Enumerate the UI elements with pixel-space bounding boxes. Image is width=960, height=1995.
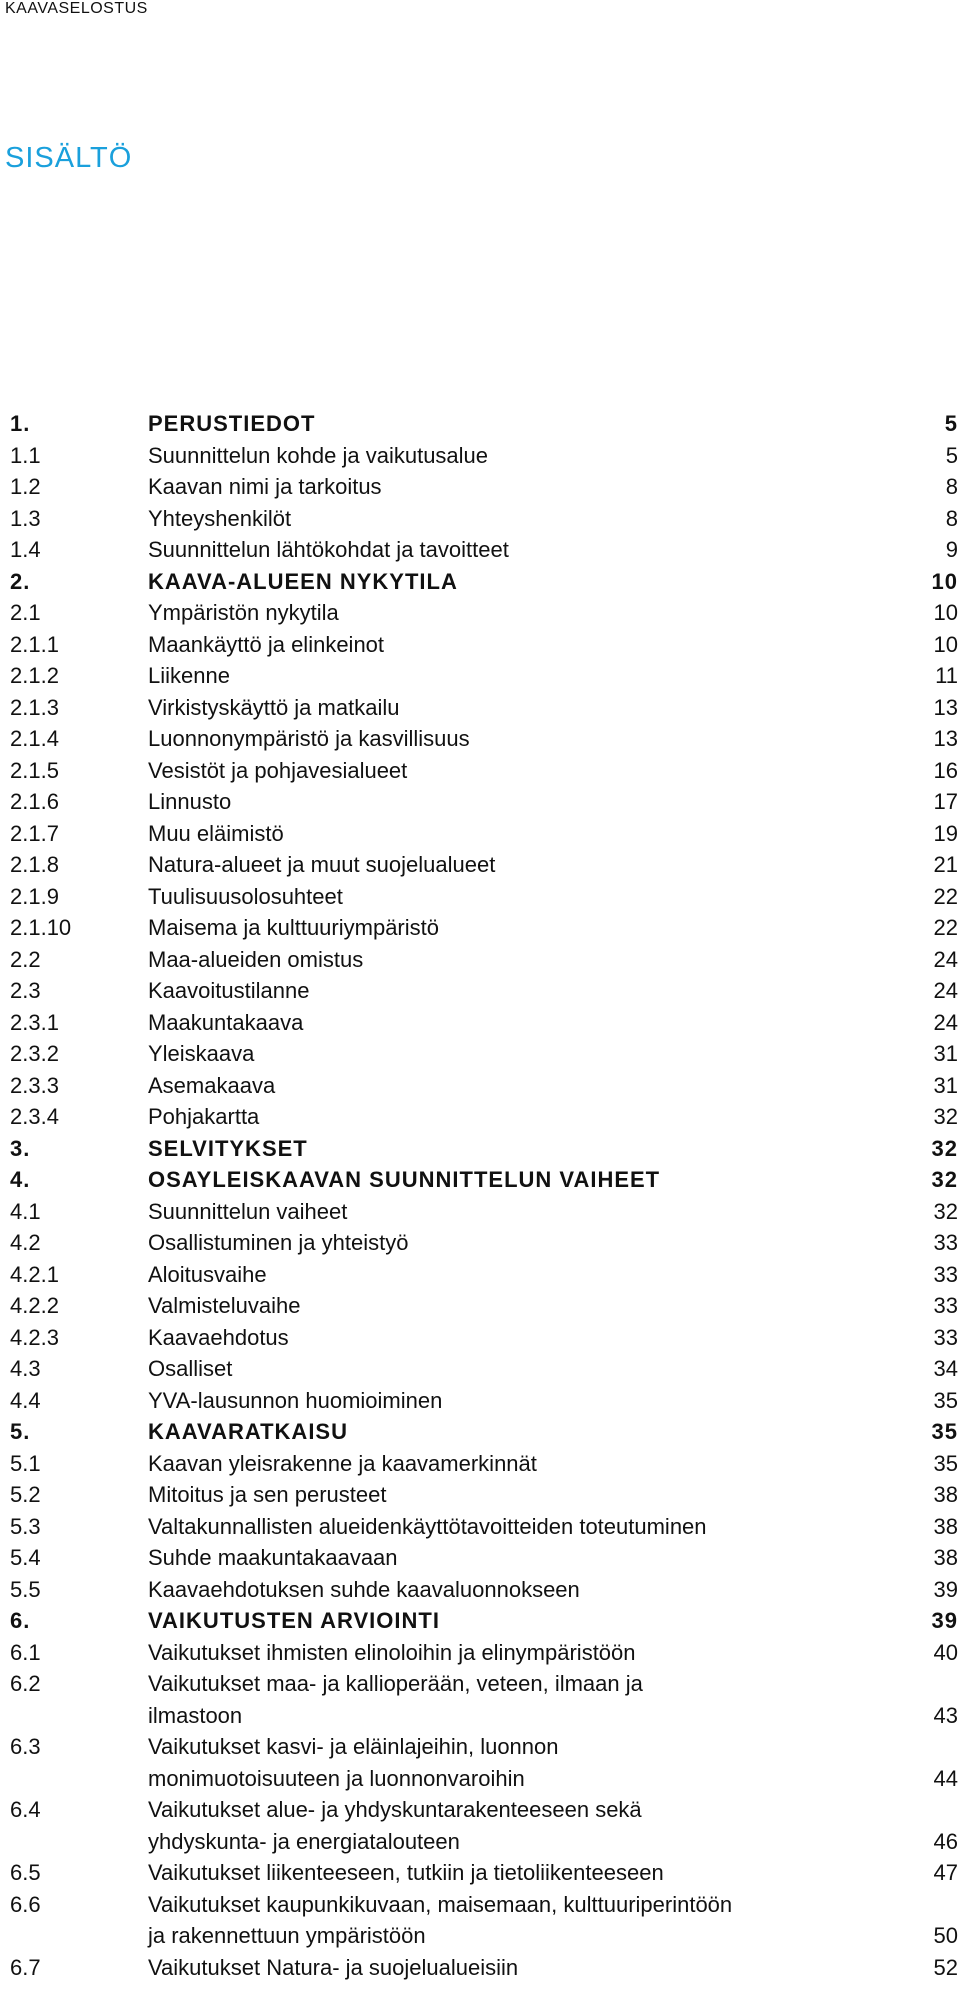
toc-entry (0, 1164, 960, 1196)
toc-entry-title-line: Vaikutukset Natura- ja suojelualueisiin (148, 1954, 519, 1980)
toc-entry-number: 5. (10, 1419, 31, 1444)
toc-entry-title (148, 818, 900, 850)
toc-entry (0, 1574, 960, 1606)
toc-entry (0, 597, 960, 629)
toc-entry-page-number: 32 (931, 1167, 958, 1192)
toc-entry-page-number: 46 (933, 1828, 958, 1854)
toc-entry-number: 5.5 (10, 1576, 41, 1602)
toc-entry-title-line: Vaikutukset liikenteeseen, tutkiin ja tietoliikenteeseen (148, 1860, 664, 1885)
toc-entry-title (148, 1290, 900, 1322)
toc-entry (0, 1479, 960, 1511)
toc-entry-page-number: 38 (933, 1513, 958, 1539)
toc-entry-page-number: 19 (933, 820, 958, 846)
toc-entry (0, 1133, 960, 1165)
toc-entry-title-line: Kaavoitustilanne (148, 978, 310, 1003)
toc-entry-title (148, 440, 900, 472)
toc-entry-title (148, 723, 900, 755)
toc-entry-title-line: Asemakaava (148, 1072, 276, 1098)
toc-entry-page-number: 5 (944, 411, 958, 436)
toc-entry-page-number: 34 (933, 1356, 958, 1381)
toc-entry-title-line: Liikenne (148, 663, 230, 688)
toc-entry-title (148, 1857, 900, 1889)
toc-entry-number: 6. (10, 1608, 31, 1633)
toc-entry-number: 2.1.7 (10, 820, 59, 846)
toc-entry-title-line: Valtakunnallisten alueidenkäyttötavoitteiden toteutuminen (148, 1513, 707, 1539)
toc-entry-page-number: 24 (933, 978, 958, 1003)
toc-entry (0, 1353, 960, 1385)
toc-entry (0, 471, 960, 503)
toc-entry-number: 2.1.3 (10, 694, 59, 720)
toc-entry-title-line: Muu eläimistö (148, 820, 284, 846)
toc-entry-title (148, 503, 900, 535)
toc-entry-number: 4.2 (10, 1230, 41, 1255)
toc-entry-title-line: Kaavaehdotus (148, 1324, 289, 1350)
toc-entry-page-number: 32 (933, 1198, 958, 1224)
toc-entry (0, 1101, 960, 1133)
toc-entry (0, 1007, 960, 1039)
toc-entry-title (148, 1164, 900, 1196)
toc-entry-title-line: PERUSTIEDOT (148, 411, 316, 436)
toc-entry-number: 2.3.2 (10, 1041, 59, 1066)
toc-entry-title-line: Suunnittelun vaiheet (148, 1198, 348, 1224)
toc-entry-number: 1.1 (10, 442, 41, 468)
toc-entry-page-number: 31 (933, 1072, 958, 1098)
toc-entry-page-number: 10 (931, 568, 958, 594)
toc-entry-title-line: Yleiskaava (148, 1041, 255, 1066)
toc-entry-title (148, 534, 900, 566)
toc-entry-page-number: 10 (933, 631, 958, 657)
toc-entry-page-number: 33 (933, 1230, 958, 1255)
toc-entry-number: 6.6 (10, 1891, 41, 1917)
toc-entry-title (148, 1416, 900, 1448)
toc-entry (0, 944, 960, 976)
toc-entry-title (148, 1385, 900, 1417)
toc-entry-title-line: KAAVA-ALUEEN NYKYTILA (148, 568, 458, 594)
toc-entry-page-number: 33 (933, 1324, 958, 1350)
toc-entry-number: 5.3 (10, 1513, 41, 1539)
toc-entry-title-line: ilmastoon (148, 1702, 243, 1728)
toc-entry-page-number: 43 (933, 1702, 958, 1728)
toc-entry-title-line: Maa-alueiden omistus (148, 946, 364, 972)
toc-entry-title (148, 1542, 900, 1574)
toc-entry-title-line: ja rakennettuun ympäristöön (148, 1923, 426, 1948)
toc-entry-number: 2.3.3 (10, 1072, 59, 1098)
toc-entry-title-line: Maisema ja kulttuuriympäristö (148, 915, 439, 940)
toc-entry-title (148, 849, 900, 881)
toc-entry-number: 4.2.1 (10, 1261, 59, 1287)
toc-entry-title-line: Osalliset (148, 1356, 233, 1381)
toc-entry-page-number: 35 (931, 1419, 958, 1444)
toc-entry-title (148, 408, 900, 440)
toc-entry-number: 6.7 (10, 1954, 41, 1980)
toc-entry-page-number: 11 (935, 663, 958, 688)
toc-entry (0, 1196, 960, 1228)
toc-entry (0, 1290, 960, 1322)
toc-entry-title (148, 1794, 900, 1857)
toc-entry-title-line: Valmisteluvaihe (148, 1293, 301, 1318)
toc-entry-number: 2.1.6 (10, 789, 59, 814)
toc-entry (0, 849, 960, 881)
toc-entry (0, 660, 960, 692)
toc-entry-page-number: 24 (933, 1009, 958, 1035)
toc-entry (0, 1794, 960, 1857)
toc-entry (0, 818, 960, 850)
toc-entry-title-line: Kaavan yleisrakenne ja kaavamerkinnät (148, 1450, 537, 1476)
toc-entry-title (148, 1322, 900, 1354)
toc-entry-title-line: Suunnittelun kohde ja vaikutusalue (148, 442, 489, 468)
toc-entry-page-number: 17 (933, 789, 958, 814)
toc-entry-number: 2.1.1 (10, 631, 59, 657)
table-of-contents (0, 408, 960, 1983)
toc-entry-title (148, 1448, 900, 1480)
toc-entry-title (148, 1605, 900, 1637)
toc-entry (0, 1416, 960, 1448)
toc-entry (0, 975, 960, 1007)
toc-entry-number: 2.1.9 (10, 883, 59, 909)
toc-entry-number: 2.3.1 (10, 1009, 59, 1035)
toc-entry (0, 1038, 960, 1070)
toc-entry-page-number: 35 (933, 1450, 958, 1476)
toc-entry-title (148, 692, 900, 724)
toc-entry-number: 4.4 (10, 1387, 41, 1413)
toc-entry-title (148, 1070, 900, 1102)
toc-entry-page-number: 22 (933, 883, 958, 909)
toc-entry (0, 408, 960, 440)
toc-entry-title (148, 629, 900, 661)
toc-entry-page-number: 52 (933, 1954, 958, 1980)
toc-entry-title-line: VAIKUTUSTEN ARVIOINTI (148, 1608, 440, 1633)
toc-entry (0, 1385, 960, 1417)
toc-entry (0, 629, 960, 661)
toc-entry-title-line: Vaikutukset ihmisten elinoloihin ja elinympäristöön (148, 1639, 636, 1665)
toc-entry-title (148, 1353, 900, 1385)
toc-entry-title (148, 1952, 900, 1984)
toc-entry (0, 1857, 960, 1889)
toc-entry-page-number: 9 (945, 537, 958, 562)
toc-entry-number: 2.1.4 (10, 726, 59, 751)
toc-entry-title-line: Maakuntakaava (148, 1009, 304, 1035)
toc-entry-title (148, 755, 900, 787)
toc-entry-title-line: Pohjakartta (148, 1104, 260, 1129)
toc-entry-title (148, 1511, 900, 1543)
toc-entry-number: 4.2.2 (10, 1293, 59, 1318)
toc-entry-number: 1.2 (10, 474, 41, 499)
toc-entry-page-number: 33 (933, 1261, 958, 1287)
toc-entry (0, 881, 960, 913)
toc-entry (0, 503, 960, 535)
toc-entry-title-line: Yhteyshenkilöt (148, 505, 292, 531)
toc-entry (0, 755, 960, 787)
toc-entry-number: 5.2 (10, 1482, 41, 1507)
toc-entry-page-number: 16 (933, 757, 958, 783)
toc-entry (0, 534, 960, 566)
toc-entry-title-line: SELVITYKSET (148, 1135, 308, 1161)
toc-entry-number: 2.2 (10, 946, 41, 972)
toc-entry-number: 5.1 (10, 1450, 41, 1476)
toc-entry-page-number: 38 (933, 1545, 958, 1570)
toc-entry-title-line: Osallistuminen ja yhteistyö (148, 1230, 409, 1255)
toc-entry-page-number: 50 (933, 1923, 958, 1948)
toc-entry-title (148, 1574, 900, 1606)
toc-entry-title (148, 660, 900, 692)
toc-entry-title-line: Aloitusvaihe (148, 1261, 267, 1287)
toc-entry-number: 4.1 (10, 1198, 41, 1224)
toc-entry-title (148, 1101, 900, 1133)
toc-entry-page-number: 13 (933, 694, 958, 720)
toc-entry (0, 1637, 960, 1669)
toc-entry-title (148, 1637, 900, 1669)
toc-entry-number: 1.4 (10, 537, 41, 562)
toc-entry (0, 1605, 960, 1637)
toc-entry (0, 1259, 960, 1291)
toc-entry-number: 6.3 (10, 1734, 41, 1759)
toc-entry-title (148, 1889, 900, 1952)
toc-entry-title-line: KAAVARATKAISU (148, 1419, 348, 1444)
toc-entry-page-number: 10 (933, 600, 958, 625)
toc-entry (0, 1227, 960, 1259)
toc-entry-page-number: 39 (931, 1608, 958, 1633)
toc-entry-title-line: Vesistöt ja pohjavesialueet (148, 757, 408, 783)
toc-entry-number: 2.3.4 (10, 1104, 59, 1129)
toc-entry-title-line: Linnusto (148, 789, 232, 814)
toc-entry (0, 1889, 960, 1952)
toc-entry (0, 1542, 960, 1574)
toc-entry-number: 2.1.5 (10, 757, 59, 783)
toc-entry-page-number: 8 (945, 505, 958, 531)
toc-entry-title-line: Suhde maakuntakaavaan (148, 1545, 398, 1570)
toc-entry-title (148, 975, 900, 1007)
toc-entry (0, 1952, 960, 1984)
toc-entry-page-number: 22 (933, 915, 958, 940)
toc-entry-title-line: YVA-lausunnon huomioiminen (148, 1387, 443, 1413)
toc-entry-number: 6.2 (10, 1671, 41, 1696)
toc-entry-title (148, 1133, 900, 1165)
toc-entry-page-number: 40 (933, 1639, 958, 1665)
toc-entry-title-line: Mitoitus ja sen perusteet (148, 1482, 387, 1507)
toc-entry-page-number: 39 (933, 1576, 958, 1602)
toc-entry-number: 1. (10, 411, 31, 436)
toc-entry-title-line: Vaikutukset kasvi- ja eläinlajeihin, luonnon (148, 1734, 559, 1759)
toc-entry-page-number: 21 (933, 852, 958, 877)
toc-entry-title (148, 881, 900, 913)
toc-entry-number: 2.1.10 (10, 915, 72, 940)
toc-entry-page-number: 44 (933, 1765, 958, 1791)
toc-entry-number: 1.3 (10, 505, 41, 531)
toc-entry (0, 723, 960, 755)
toc-entry-title (148, 1259, 900, 1291)
toc-entry-title-line: Kaavan nimi ja tarkoitus (148, 474, 382, 499)
toc-entry-title (148, 1731, 900, 1794)
toc-entry-title-line: monimuotoisuuteen ja luonnonvaroihin (148, 1765, 525, 1791)
toc-entry-number: 3. (10, 1135, 31, 1161)
toc-entry-title-line: Kaavaehdotuksen suhde kaavaluonnokseen (148, 1576, 580, 1602)
toc-entry (0, 1668, 960, 1731)
toc-entry-number: 4.2.3 (10, 1324, 59, 1350)
toc-entry-page-number: 38 (933, 1482, 958, 1507)
document-header: KAAVASELOSTUS (5, 0, 148, 17)
toc-entry-title (148, 597, 900, 629)
toc-entry-number: 6.1 (10, 1639, 41, 1665)
toc-entry-title-line: Luonnonympäristö ja kasvillisuus (148, 726, 470, 751)
toc-entry-page-number: 31 (933, 1041, 958, 1066)
toc-entry-title (148, 786, 900, 818)
toc-entry (0, 440, 960, 472)
toc-entry (0, 1448, 960, 1480)
toc-entry (0, 1322, 960, 1354)
toc-entry (0, 912, 960, 944)
toc-entry (0, 1070, 960, 1102)
toc-entry (0, 566, 960, 598)
toc-entry-number: 6.5 (10, 1860, 41, 1885)
toc-entry-title (148, 471, 900, 503)
toc-entry-title-line: Vaikutukset maa- ja kallioperään, veteen, ilmaan ja (148, 1671, 643, 1696)
toc-entry-title-line: OSAYLEISKAAVAN SUUNNITTELUN VAIHEET (148, 1167, 661, 1192)
toc-entry-title-line: Tuulisuusolosuhteet (148, 883, 343, 909)
toc-entry-title (148, 566, 900, 598)
toc-entry-title-line: Natura-alueet ja muut suojelualueet (148, 852, 496, 877)
toc-entry-number: 2. (10, 568, 31, 594)
toc-entry (0, 692, 960, 724)
toc-entry-title (148, 944, 900, 976)
toc-entry-title (148, 1007, 900, 1039)
toc-entry-page-number: 32 (933, 1104, 958, 1129)
toc-entry-title-line: Suunnittelun lähtökohdat ja tavoitteet (148, 537, 509, 562)
toc-entry-number: 4. (10, 1167, 31, 1192)
toc-entry-number: 5.4 (10, 1545, 41, 1570)
toc-entry-page-number: 8 (945, 474, 958, 499)
toc-entry-page-number: 24 (933, 946, 958, 972)
toc-entry-page-number: 5 (945, 442, 958, 468)
toc-entry-page-number: 13 (933, 726, 958, 751)
toc-entry-number: 4.3 (10, 1356, 41, 1381)
toc-entry (0, 786, 960, 818)
toc-entry (0, 1511, 960, 1543)
toc-entry-title (148, 1227, 900, 1259)
toc-entry-title (148, 1668, 900, 1731)
toc-entry-number: 2.1.8 (10, 852, 59, 877)
toc-entry (0, 1731, 960, 1794)
toc-entry-title-line: Maankäyttö ja elinkeinot (148, 631, 385, 657)
toc-entry-number: 2.1 (10, 600, 41, 625)
toc-entry-number: 2.1.2 (10, 663, 59, 688)
toc-entry-page-number: 32 (931, 1135, 958, 1161)
toc-entry-title-line: Vaikutukset kaupunkikuvaan, maisemaan, kulttuuriperintöön (148, 1891, 733, 1917)
toc-entry-number: 6.4 (10, 1797, 41, 1822)
toc-entry-title-line: Ympäristön nykytila (148, 600, 339, 625)
toc-entry-title-line: Virkistyskäyttö ja matkailu (148, 694, 400, 720)
toc-entry-title-line: yhdyskunta- ja energiatalouteen (148, 1828, 460, 1854)
page-title: SISÄLTÖ (5, 142, 133, 174)
toc-entry-page-number: 33 (933, 1293, 958, 1318)
toc-entry-title-line: Vaikutukset alue- ja yhdyskuntarakenteeseen sekä (148, 1797, 642, 1822)
toc-entry-title (148, 1196, 900, 1228)
toc-entry-page-number: 35 (933, 1387, 958, 1413)
toc-entry-page-number: 47 (933, 1860, 958, 1885)
toc-entry-title (148, 912, 900, 944)
toc-entry-number: 2.3 (10, 978, 41, 1003)
toc-entry-title (148, 1479, 900, 1511)
toc-entry-title (148, 1038, 900, 1070)
